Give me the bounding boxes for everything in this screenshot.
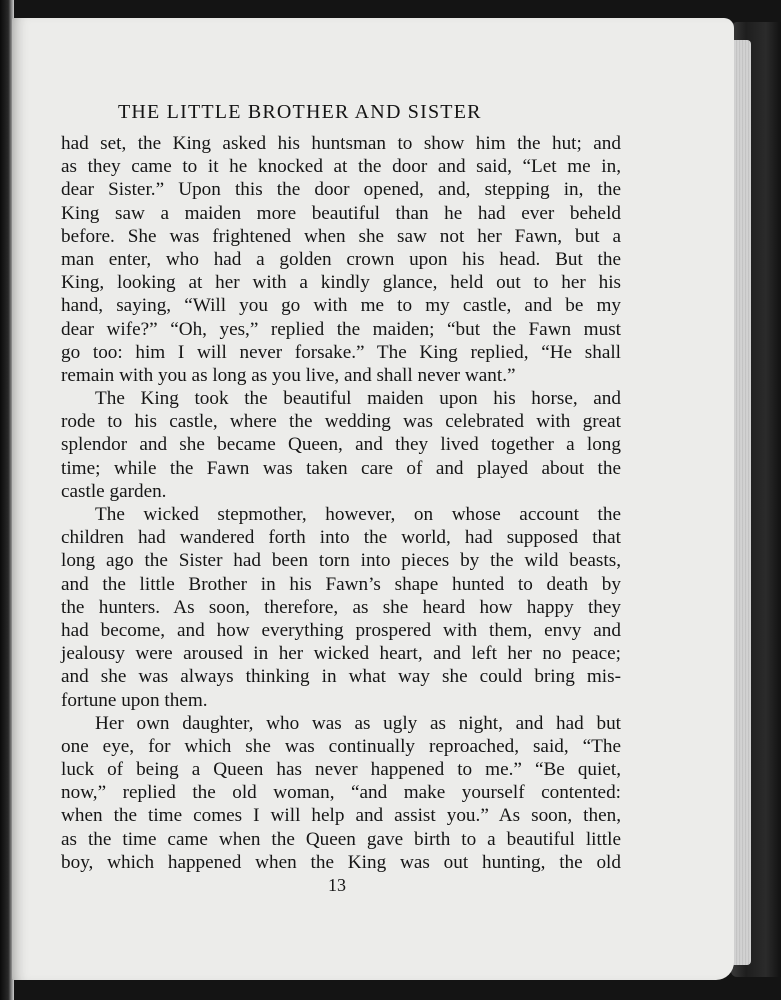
- text-line: boy, which happened when the King was out hunting, the old: [61, 851, 621, 873]
- text-line: and the little Brother in his Fawn’s shape hunted to death by: [61, 573, 621, 595]
- text-line: luck of being a Queen has never happened to me.” “Be quiet,: [61, 759, 621, 781]
- text-line: rode to his castle, where the wedding was celebrated with great: [61, 411, 621, 433]
- running-head: THE LITTLE BROTHER AND SISTER: [118, 101, 482, 123]
- text-line: go too: him I will never forsake.” The King replied, “He shall: [61, 341, 621, 363]
- text-line: and she was always thinking in what way she could bring mis-: [61, 666, 621, 688]
- text-line: now,” replied the old woman, “and make yourself contented:: [61, 782, 621, 804]
- text-line: time; while the Fawn was taken care of and played about the: [61, 457, 621, 479]
- text-line: remain with you as long as you live, and shall never want.”: [61, 364, 516, 386]
- text-line: hand, saying, “Will you go with me to my castle, and be my: [61, 295, 621, 317]
- text-line: King, looking at her with a kindly glance, held out to her his: [61, 272, 621, 294]
- text-line: as they came to it he knocked at the door and said, “Let me in,: [61, 156, 621, 178]
- text-line: fortune upon them.: [61, 689, 208, 711]
- text-line: castle garden.: [61, 480, 167, 502]
- text-line: dear Sister.” Upon this the door opened, and, stepping in, the: [61, 179, 621, 201]
- text-line: before. She was frightened when she saw not her Fawn, but a: [61, 225, 621, 247]
- text-line: The wicked stepmother, however, on whose account the: [95, 504, 621, 525]
- text-line: The King took the beautiful maiden upon his horse, and: [95, 388, 621, 410]
- text-line: when the time comes I will help and assist you.” As soon, then,: [61, 805, 621, 827]
- text-line: had become, and how everything prospered with them, envy and: [61, 619, 621, 641]
- text-line: man enter, who had a golden crown upon his head. But the: [61, 248, 621, 270]
- text-line: King saw a maiden more beautiful than he had ever beheld: [61, 202, 621, 224]
- text-line: splendor and she became Queen, and they lived together a long: [61, 434, 621, 456]
- text-line: as the time came when the Queen gave birth to a beautiful little: [61, 828, 621, 850]
- page-number: 13: [328, 875, 346, 895]
- text-line: Her own daughter, who was as ugly as night, and had but: [95, 712, 621, 734]
- text-line: dear wife?” “Oh, yes,” replied the maiden; “but the Fawn must: [61, 318, 621, 340]
- text-line: children had wandered forth into the world, had supposed that: [61, 527, 621, 549]
- text-line: had set, the King asked his huntsman to show him the hut; and: [61, 133, 621, 154]
- text-line: jealousy were aroused in her wicked heart, and left her no peace;: [61, 643, 621, 665]
- text-line: long ago the Sister had been torn into pieces by the wild beasts,: [61, 550, 621, 572]
- body-text: [61, 132, 621, 874]
- text-line: the hunters. As soon, therefore, as she heard how happy they: [61, 596, 621, 618]
- text-line: one eye, for which she was continually reproached, said, “The: [61, 735, 621, 757]
